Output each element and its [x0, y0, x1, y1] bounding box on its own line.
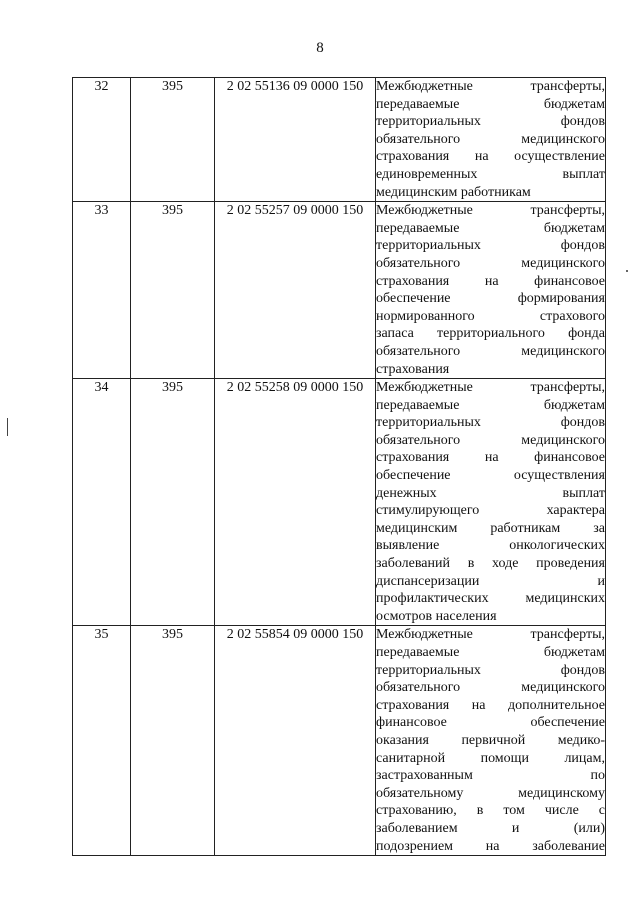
budget-code-cell: 2 02 55854 09 0000 150 [215, 626, 376, 856]
description-line: оказания первичной медико- [376, 732, 605, 748]
row-number-cell: 33 [73, 202, 131, 379]
description-line: заболеваний в ходе проведения [376, 556, 605, 572]
description-line: обязательного медицинского [376, 255, 605, 271]
description-line: финансовое обеспечение [376, 715, 605, 731]
budget-table-body [73, 78, 606, 856]
description-line: нормированного страхового [376, 308, 605, 324]
description-line: обеспечение осуществления [376, 468, 605, 484]
description-line: Межбюджетные трансферты, [376, 380, 605, 396]
description-line: обязательного медицинского [376, 680, 605, 696]
description-line: передаваемые бюджетам [376, 96, 605, 112]
description-line: территориальных фондов [376, 114, 605, 130]
admin-code-cell: 395 [131, 626, 215, 856]
description-line: обязательному медицинскому [376, 785, 605, 801]
description-line: территориальных фондов [376, 238, 605, 254]
description-line: обязательного медицинского [376, 343, 605, 359]
description-line: страхования [376, 361, 450, 377]
scan-artifact-dot [626, 270, 628, 272]
row-number-cell: 32 [73, 78, 131, 202]
table-row [73, 78, 606, 202]
description-line: выявление онкологических [376, 538, 605, 554]
description-cell [376, 379, 606, 626]
description-line: территориальных фондов [376, 415, 605, 431]
budget-code-cell: 2 02 55258 09 0000 150 [215, 379, 376, 626]
description-line: передаваемые бюджетам [376, 645, 605, 660]
description-line: единовременных выплат [376, 166, 605, 182]
admin-code-cell: 395 [131, 379, 215, 626]
description-line: передаваемые бюджетам [376, 397, 605, 413]
description-line: Межбюджетные трансферты, [376, 627, 605, 643]
admin-code-cell: 395 [131, 78, 215, 202]
description-line: осмотров населения [376, 608, 497, 624]
description-line: санитарной помощи лицам, [376, 750, 605, 766]
description-line: медицинским работникам [376, 184, 531, 200]
description-line: заболеванием и (или) [376, 820, 605, 836]
description-line: денежных выплат [376, 485, 605, 501]
table-row [73, 626, 606, 856]
budget-code-cell: 2 02 55136 09 0000 150 [215, 78, 376, 202]
description-line: передаваемые бюджетам [376, 220, 605, 236]
description-line: обеспечение формирования [376, 291, 605, 307]
description-line: запаса территориального фонда [376, 326, 605, 342]
description-line: диспансеризации и [376, 573, 605, 589]
description-line: обязательного медицинского [376, 432, 605, 448]
budget-table [72, 77, 606, 856]
description-line: территориальных фондов [376, 662, 605, 678]
description-line: застрахованным по [376, 768, 605, 784]
page-number: 8 [316, 40, 324, 56]
scan-artifact-mark [7, 418, 8, 436]
row-number-cell: 35 [73, 626, 131, 856]
description-line: страхования на дополнительное [376, 697, 605, 713]
description-line: страхования на финансовое [376, 273, 605, 289]
description-line: подозрением на заболевание [376, 838, 605, 854]
description-cell [376, 626, 606, 856]
description-line: обязательного медицинского [376, 131, 605, 147]
description-line: медицинским работникам за [376, 520, 605, 536]
description-line: страхованию, в том числе с [376, 803, 605, 819]
description-line: страхования на осуществление [376, 149, 605, 165]
description-line: страхования на финансовое [376, 450, 605, 466]
description-line: профилактических медицинских [376, 591, 605, 607]
description-line: Межбюджетные трансферты, [376, 203, 605, 219]
description-cell [376, 78, 606, 202]
description-line: Межбюджетные трансферты, [376, 79, 605, 94]
admin-code-cell: 395 [131, 202, 215, 379]
table-row [73, 202, 606, 379]
row-number-cell: 34 [73, 379, 131, 626]
budget-code-cell: 2 02 55257 09 0000 150 [215, 202, 376, 379]
description-line: стимулирующего характера [376, 503, 605, 519]
table-row [73, 379, 606, 626]
description-cell [376, 202, 606, 379]
